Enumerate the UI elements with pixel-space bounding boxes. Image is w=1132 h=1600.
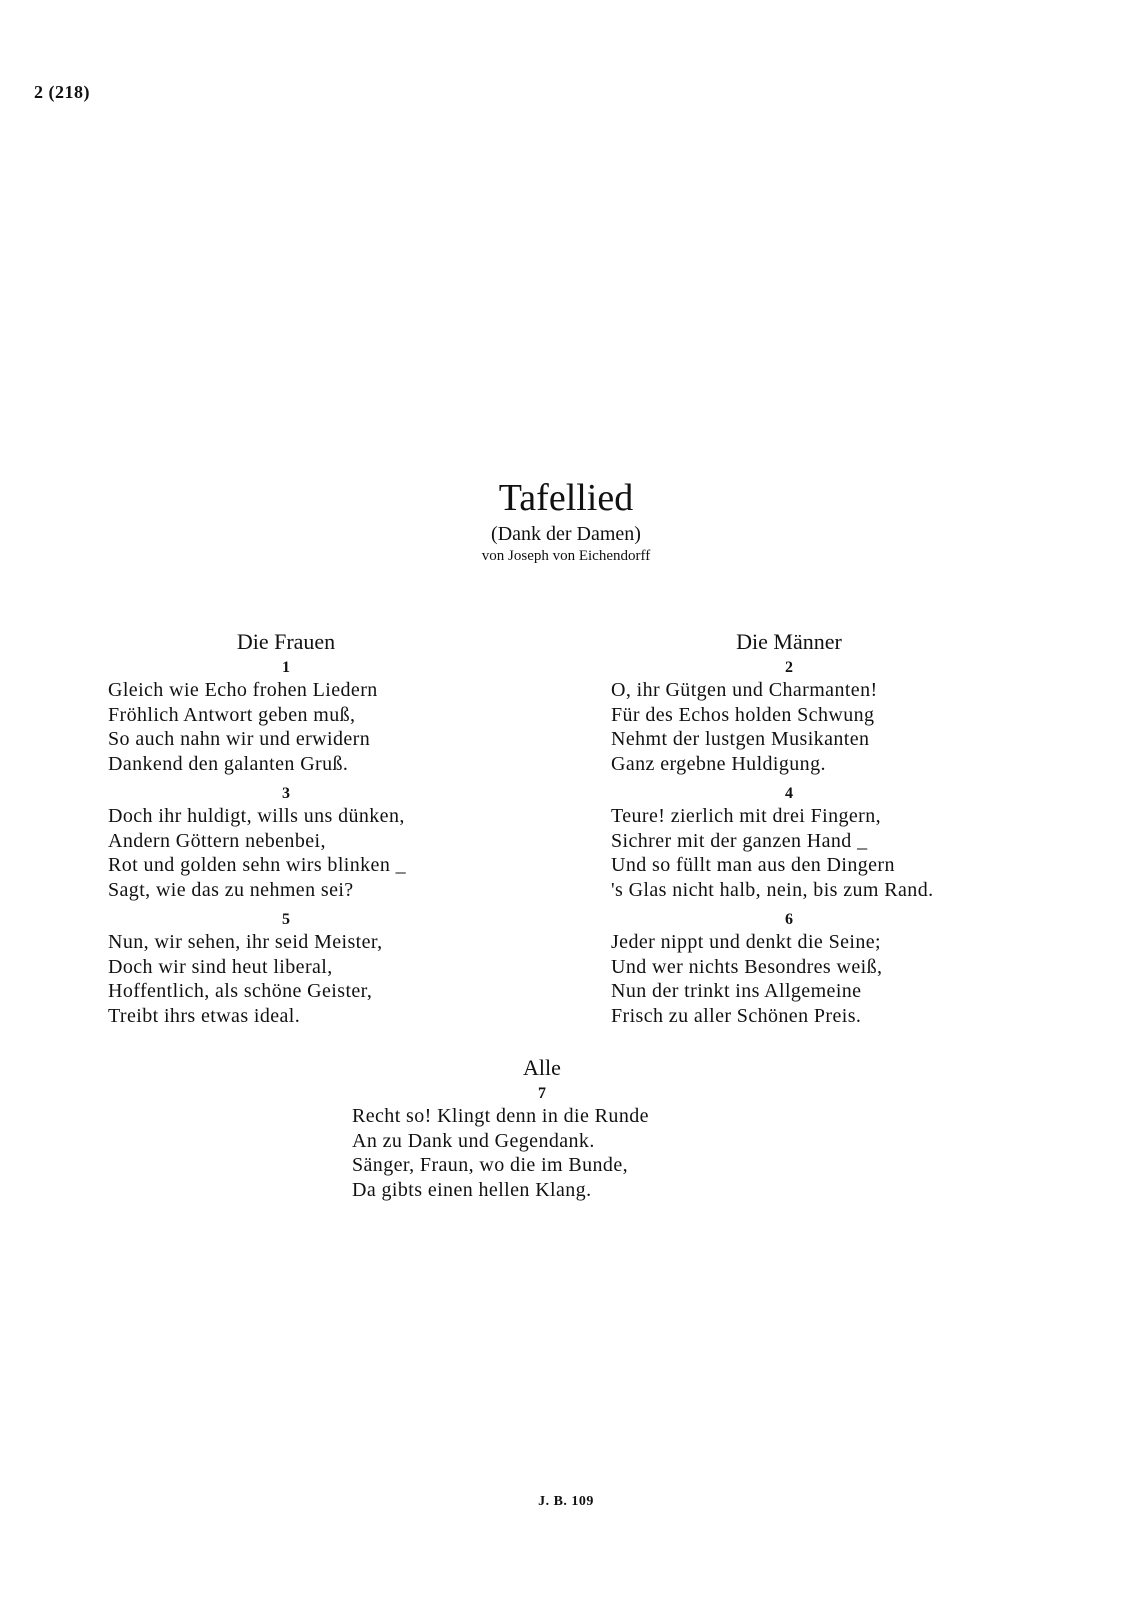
all-voices-heading: Alle [523,1055,561,1080]
verse-line: Recht so! Klingt denn in die Runde [352,1105,649,1127]
verse-line: Und wer nichts Besondres weiß, [611,955,883,978]
verse-line: Sichrer mit der ganzen Hand _ [611,829,868,852]
stanza [108,910,528,1028]
poem-author: von Joseph von Eichendorff [481,548,651,564]
stanza-number: 5 [282,911,290,928]
stanza-number: 3 [282,785,290,802]
verse-line: Doch ihr huldigt, wills uns dünken, [108,805,405,827]
verse-line: An zu Dank und Gegendank. [352,1129,595,1152]
verse-line: Frisch zu aller Schönen Preis. [611,1004,862,1027]
verse-line: Nehmt der lustgen Musikanten [611,728,870,750]
stanza [108,658,528,776]
poem-title: Tafellied [498,477,634,519]
stanza [611,784,1031,902]
stanza-number: 4 [785,785,793,802]
verse-line: Doch wir sind heut liberal, [108,955,333,978]
verse-line: Andern Göttern nebenbei, [108,829,326,852]
verse-line: Dankend den galanten Gruß. [108,752,349,775]
verse-line: Gleich wie Echo frohen Liedern [108,679,378,701]
stanza [108,784,528,902]
stanza-number: 2 [785,659,793,676]
left-column-heading: Die Frauen [236,629,336,654]
verse-line: Und so füllt man aus den Dingern [611,854,895,876]
verse-line: Da gibts einen hellen Klang. [352,1178,592,1201]
verse-line: Hoffentlich, als schöne Geister, [108,980,373,1002]
verse-line: O, ihr Gütgen und Charmanten! [611,679,878,701]
right-column-men [611,628,1031,1036]
verse-line: So auch nahn wir und erwidern [108,728,371,750]
stanza-number: 6 [785,911,793,928]
stanza-number: 7 [538,1085,546,1102]
verse-line: Für des Echos holden Schwung [611,703,875,726]
verse-line: Sänger, Fraun, wo die im Bunde, [352,1154,629,1176]
stanza-number: 1 [282,659,290,676]
stanza [611,910,1031,1028]
verse-line: Sagt, wie das zu nehmen sei? [108,878,354,901]
verse-line: 's Glas nicht halb, nein, bis zum Rand. [611,878,934,901]
page-number: 2 (218) [34,82,90,102]
title-block [0,476,1132,566]
all-voices-stanza [352,1054,772,1202]
verse-line: Fröhlich Antwort geben muß, [108,703,356,726]
left-column-women [108,628,528,1036]
verse-line: Treibt ihrs etwas ideal. [108,1004,301,1027]
right-column-heading: Die Männer [736,629,842,654]
verse-line: Rot und golden sehn wirs blinken _ [108,854,407,876]
stanza [611,658,1031,776]
verse-line: Jeder nippt und denkt die Seine; [611,931,881,953]
verse-line: Teure! zierlich mit drei Fingern, [611,805,882,827]
plate-number-footer: J. B. 109 [538,1494,594,1509]
verse-line: Nun der trinkt ins Allgemeine [611,980,862,1002]
verse-line: Nun, wir sehen, ihr seid Meister, [108,931,383,953]
poem-subtitle: (Dank der Damen) [491,523,641,545]
verse-line: Ganz ergebne Huldigung. [611,752,826,775]
